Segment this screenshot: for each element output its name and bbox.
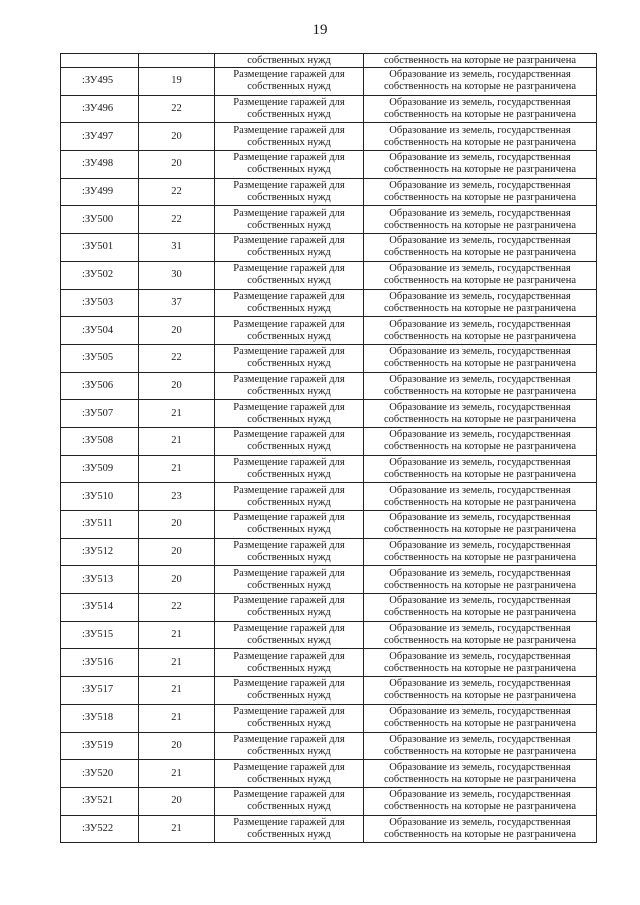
cell-id: :ЗУ499 — [61, 178, 139, 206]
cell-use-line: Размещение гаражей для — [233, 595, 345, 607]
cell-source-line: собственность на которые не разграничена — [384, 496, 576, 508]
cell-use-line: Размещение гаражей для — [233, 484, 345, 496]
table-row — [61, 178, 597, 206]
cell-use — [215, 317, 364, 345]
cell-source-line: Образование из земель, государственная — [389, 180, 571, 192]
cell-source-line: собственность на которые не разграничена — [384, 468, 576, 480]
cell-source-line: Образование из земель, государственная — [389, 623, 571, 635]
cell-source-line: Образование из земель, государственная — [389, 706, 571, 718]
cell-source-line: Образование из земель, государственная — [389, 207, 571, 219]
cell-source — [364, 677, 597, 705]
cell-source-line: Образование из земель, государственная — [389, 152, 571, 164]
cell-id: :ЗУ504 — [61, 317, 139, 345]
table-row — [61, 704, 597, 732]
cell-use-line: собственных нужд — [247, 468, 331, 480]
cell-id: :ЗУ497 — [61, 123, 139, 151]
cell-source — [364, 455, 597, 483]
cell-id: :ЗУ522 — [61, 815, 139, 843]
table-row — [61, 123, 597, 151]
cell-area: 21 — [139, 704, 215, 732]
cell-source-line: собственность на которые не разграничена — [384, 385, 576, 397]
cell-source-line: собственность на которые не разграничена — [384, 690, 576, 702]
cell-source-line: Образование из земель, государственная — [389, 69, 571, 81]
cell-source-line: Образование из земель, государственная — [389, 456, 571, 468]
cell-id: :ЗУ512 — [61, 538, 139, 566]
cell-source-line: Образование из земель, государственная — [389, 235, 571, 247]
cell-source-line: собственность на которые не разграничена — [384, 524, 576, 536]
table-row — [61, 68, 597, 96]
cell-area: 20 — [139, 787, 215, 815]
cell-use-line: Размещение гаражей для — [233, 318, 345, 330]
cell-area: 21 — [139, 427, 215, 455]
cell-area: 20 — [139, 538, 215, 566]
cell-use-line: Размещение гаражей для — [233, 97, 345, 109]
cell-area: 23 — [139, 483, 215, 511]
cell-id: :ЗУ507 — [61, 400, 139, 428]
cell-use — [215, 787, 364, 815]
cell-source — [364, 151, 597, 179]
cell-source-line: собственность на которые не разграничена — [384, 413, 576, 425]
cell-use — [215, 151, 364, 179]
cell-source-line: Образование из земель, государственная — [389, 124, 571, 136]
cell-use — [215, 400, 364, 428]
cell-area: 21 — [139, 815, 215, 843]
cell-use-line: собственных нужд — [247, 607, 331, 619]
cell-source-line: Образование из земель, государственная — [389, 789, 571, 801]
table-row — [61, 261, 597, 289]
cell-source — [364, 566, 597, 594]
cell-use-line: собственных нужд — [247, 801, 331, 813]
cell-use-line: собственных нужд — [247, 302, 331, 314]
cell-source-line: собственность на которые не разграничена — [384, 828, 576, 840]
cell-use-line: Размещение гаражей для — [233, 152, 345, 164]
table-row — [61, 649, 597, 677]
table-row — [61, 621, 597, 649]
cell-source-line: собственность на которые не разграничена — [384, 136, 576, 148]
cell-use-line: Размещение гаражей для — [233, 263, 345, 275]
cell-source — [364, 372, 597, 400]
cell-source — [364, 538, 597, 566]
cell-source-line: собственность на которые не разграничена — [384, 662, 576, 674]
cell-use — [215, 511, 364, 539]
cell-area: 21 — [139, 649, 215, 677]
cell-source-line: Образование из земель, государственная — [389, 678, 571, 690]
cell-use-line: собственных нужд — [247, 136, 331, 148]
table-row — [61, 455, 597, 483]
cell-area: 22 — [139, 206, 215, 234]
cell-source-line: собственность на которые не разграничена — [384, 302, 576, 314]
cell-use — [215, 815, 364, 843]
table-row — [61, 427, 597, 455]
cell-use — [215, 206, 364, 234]
cell-source-line: Образование из земель, государственная — [389, 761, 571, 773]
cell-area: 31 — [139, 234, 215, 262]
cell-source-line: Образование из земель, государственная — [389, 733, 571, 745]
cell-source — [364, 400, 597, 428]
cell-source — [364, 178, 597, 206]
cell-use-line: собственных нужд — [247, 828, 331, 840]
cell-use: собственных нужд — [215, 54, 364, 68]
cell-area: 20 — [139, 732, 215, 760]
cell-use — [215, 234, 364, 262]
table-row — [61, 566, 597, 594]
cell-use — [215, 289, 364, 317]
cell-source — [364, 68, 597, 96]
cell-use — [215, 261, 364, 289]
cell-source-line: Образование из земель, государственная — [389, 346, 571, 358]
table-row — [61, 483, 597, 511]
cell-id: :ЗУ495 — [61, 68, 139, 96]
cell-source-line: собственность на которые не разграничена — [384, 635, 576, 647]
cell-source — [364, 704, 597, 732]
cell-id: :ЗУ520 — [61, 760, 139, 788]
cell-source — [364, 511, 597, 539]
cell-source-line: собственность на которые не разграничена — [384, 109, 576, 121]
cell-use-line: собственных нужд — [247, 81, 331, 93]
cell-id: :ЗУ515 — [61, 621, 139, 649]
cell-area: 20 — [139, 123, 215, 151]
cell-use — [215, 483, 364, 511]
table-row — [61, 151, 597, 179]
cell-source — [364, 206, 597, 234]
cell-use-line: собственных нужд — [247, 773, 331, 785]
cell-area: 21 — [139, 400, 215, 428]
cell-id: :ЗУ517 — [61, 677, 139, 705]
cell-source-line: Образование из земель, государственная — [389, 401, 571, 413]
table-row — [61, 538, 597, 566]
cell-source — [364, 95, 597, 123]
cell-use-line: собственных нужд — [247, 247, 331, 259]
cell-id: :ЗУ511 — [61, 511, 139, 539]
cell-id: :ЗУ500 — [61, 206, 139, 234]
cell-source-line: собственность на которые не разграничена — [384, 219, 576, 231]
cell-area: 20 — [139, 511, 215, 539]
cell-source-line: Образование из земель, государственная — [389, 373, 571, 385]
cell-use — [215, 760, 364, 788]
cell-use-line: собственных нужд — [247, 385, 331, 397]
cell-area: 20 — [139, 566, 215, 594]
cell-source-line: собственность на которые не разграничена — [384, 607, 576, 619]
cell-use — [215, 538, 364, 566]
cell-use — [215, 732, 364, 760]
cell-use — [215, 178, 364, 206]
table-row — [61, 95, 597, 123]
cell-use-line: Размещение гаражей для — [233, 761, 345, 773]
cell-use-line: Размещение гаражей для — [233, 180, 345, 192]
cell-source-line: собственность на которые не разграничена — [384, 745, 576, 757]
cell-id: :ЗУ519 — [61, 732, 139, 760]
table-row — [61, 344, 597, 372]
cell-source-line: Образование из земель, государственная — [389, 429, 571, 441]
cell-use-line: Размещение гаражей для — [233, 235, 345, 247]
cell-source-line: Образование из земель, государственная — [389, 263, 571, 275]
cell-use-line: Размещение гаражей для — [233, 650, 345, 662]
cell-use-line: Размещение гаражей для — [233, 733, 345, 745]
cell-source-line: Образование из земель, государственная — [389, 318, 571, 330]
page-number: 19 — [312, 22, 328, 38]
cell-use — [215, 68, 364, 96]
cell-use-line: собственных нужд — [247, 275, 331, 287]
cell-source-line: собственность на которые не разграничена — [384, 164, 576, 176]
cell-use — [215, 621, 364, 649]
cell-source — [364, 621, 597, 649]
cell-source-line: Образование из земель, государственная — [389, 484, 571, 496]
cell-source-line: Образование из земель, государственная — [389, 512, 571, 524]
cell-source-line: собственность на которые не разграничена — [384, 192, 576, 204]
cell-area: 22 — [139, 95, 215, 123]
cell-use-line: собственных нужд — [247, 690, 331, 702]
cell-source — [364, 649, 597, 677]
cell-use-line: Размещение гаражей для — [233, 816, 345, 828]
cell-use — [215, 95, 364, 123]
cell-source — [364, 787, 597, 815]
table-row — [61, 594, 597, 622]
cell-use-line: собственных нужд — [247, 109, 331, 121]
cell-source-line: собственность на которые не разграничена — [384, 81, 576, 93]
cell-source-line: собственность на которые не разграничена — [384, 579, 576, 591]
cell-id: :ЗУ496 — [61, 95, 139, 123]
cell-use-line: собственных нужд — [247, 496, 331, 508]
cell-area: 21 — [139, 621, 215, 649]
table-row — [61, 677, 597, 705]
cell-area: 20 — [139, 151, 215, 179]
cell-use-line: Размещение гаражей для — [233, 456, 345, 468]
cell-use-line: собственных нужд — [247, 552, 331, 564]
cell-use-line: собственных нужд — [247, 413, 331, 425]
cell-source-line: Образование из земель, государственная — [389, 540, 571, 552]
table-row — [61, 289, 597, 317]
cell-id: :ЗУ506 — [61, 372, 139, 400]
cell-id: :ЗУ518 — [61, 704, 139, 732]
cell-id: :ЗУ501 — [61, 234, 139, 262]
cell-use — [215, 123, 364, 151]
cell-source-line: собственность на которые не разграничена — [384, 330, 576, 342]
table-row — [61, 815, 597, 843]
cell-source — [364, 123, 597, 151]
cell-source — [364, 427, 597, 455]
cell-use-line: Размещение гаражей для — [233, 373, 345, 385]
cell-use-line: Размещение гаражей для — [233, 401, 345, 413]
cell-source — [364, 732, 597, 760]
table-row-continued — [61, 54, 597, 68]
cell-source — [364, 289, 597, 317]
cell-source — [364, 317, 597, 345]
cell-id: :ЗУ513 — [61, 566, 139, 594]
cell-id — [61, 54, 139, 68]
cell-source-line: Образование из земель, государственная — [389, 816, 571, 828]
cell-source-line: собственность на которые не разграничена — [384, 441, 576, 453]
cell-use-line: Размещение гаражей для — [233, 623, 345, 635]
cell-use-line: Размещение гаражей для — [233, 706, 345, 718]
cell-use-line: собственных нужд — [247, 330, 331, 342]
cell-use-line: Размещение гаражей для — [233, 567, 345, 579]
cell-id: :ЗУ498 — [61, 151, 139, 179]
cell-source-line: собственность на которые не разграничена — [384, 552, 576, 564]
table-row — [61, 400, 597, 428]
cell-source-line: собственность на которые не разграничена — [384, 358, 576, 370]
cell-source-line: Образование из земель, государственная — [389, 567, 571, 579]
cell-source-line: собственность на которые не разграничена — [384, 773, 576, 785]
cell-use-line: Размещение гаражей для — [233, 346, 345, 358]
cell-area: 19 — [139, 68, 215, 96]
cell-id: :ЗУ505 — [61, 344, 139, 372]
cell-source — [364, 760, 597, 788]
cell-source — [364, 234, 597, 262]
cell-area: 21 — [139, 760, 215, 788]
cell-area: 22 — [139, 594, 215, 622]
cell-use-line: собственных нужд — [247, 745, 331, 757]
cell-use-line: Размещение гаражей для — [233, 512, 345, 524]
cell-use — [215, 427, 364, 455]
cell-use-line: собственных нужд — [247, 358, 331, 370]
cell-id: :ЗУ516 — [61, 649, 139, 677]
cell-source — [364, 815, 597, 843]
cell-source — [364, 483, 597, 511]
cell-area: 22 — [139, 344, 215, 372]
table-row — [61, 206, 597, 234]
cell-use-line: Размещение гаражей для — [233, 429, 345, 441]
cell-id: :ЗУ509 — [61, 455, 139, 483]
cell-source-line: собственность на которые не разграничена — [384, 275, 576, 287]
cell-source: собственность на которые не разграничена — [364, 54, 597, 68]
cell-area: 37 — [139, 289, 215, 317]
cell-use-line: собственных нужд — [247, 718, 331, 730]
cell-source — [364, 594, 597, 622]
cell-use-line: собственных нужд — [247, 524, 331, 536]
cell-id: :ЗУ514 — [61, 594, 139, 622]
cell-use — [215, 344, 364, 372]
cell-use — [215, 455, 364, 483]
cell-use-line: собственных нужд — [247, 441, 331, 453]
cell-source-line: собственность на которые не разграничена — [384, 718, 576, 730]
cell-source-line: Образование из земель, государственная — [389, 650, 571, 662]
cell-area: 30 — [139, 261, 215, 289]
land-plots-table — [60, 53, 597, 843]
cell-source — [364, 344, 597, 372]
cell-id: :ЗУ502 — [61, 261, 139, 289]
cell-source-line: Образование из земель, государственная — [389, 595, 571, 607]
cell-use-line: Размещение гаражей для — [233, 207, 345, 219]
cell-use-line: Размещение гаражей для — [233, 789, 345, 801]
cell-use — [215, 649, 364, 677]
cell-id: :ЗУ508 — [61, 427, 139, 455]
cell-use — [215, 566, 364, 594]
cell-source-line: Образование из земель, государственная — [389, 290, 571, 302]
cell-use-line: собственных нужд — [247, 219, 331, 231]
cell-use — [215, 704, 364, 732]
cell-id: :ЗУ510 — [61, 483, 139, 511]
cell-use-line: собственных нужд — [247, 635, 331, 647]
cell-source-line: Образование из земель, государственная — [389, 97, 571, 109]
cell-use — [215, 594, 364, 622]
cell-area: 20 — [139, 317, 215, 345]
table-row — [61, 317, 597, 345]
cell-use-line: собственных нужд — [247, 662, 331, 674]
cell-area: 22 — [139, 178, 215, 206]
cell-use-line: собственных нужд — [247, 579, 331, 591]
cell-use — [215, 677, 364, 705]
table-row — [61, 234, 597, 262]
cell-area: 21 — [139, 455, 215, 483]
table-row — [61, 732, 597, 760]
cell-area — [139, 54, 215, 68]
table-row — [61, 760, 597, 788]
cell-use-line: Размещение гаражей для — [233, 124, 345, 136]
cell-use-line: Размещение гаражей для — [233, 678, 345, 690]
cell-id: :ЗУ503 — [61, 289, 139, 317]
cell-use-line: Размещение гаражей для — [233, 69, 345, 81]
cell-area: 20 — [139, 372, 215, 400]
cell-use-line: Размещение гаражей для — [233, 540, 345, 552]
cell-use — [215, 372, 364, 400]
cell-source-line: собственность на которые не разграничена — [384, 801, 576, 813]
cell-source-line: собственность на которые не разграничена — [384, 247, 576, 259]
cell-id: :ЗУ521 — [61, 787, 139, 815]
table-row — [61, 787, 597, 815]
cell-use-line: собственных нужд — [247, 192, 331, 204]
cell-use-line: Размещение гаражей для — [233, 290, 345, 302]
cell-source — [364, 261, 597, 289]
cell-use-line: собственных нужд — [247, 164, 331, 176]
table-row — [61, 511, 597, 539]
table-row — [61, 372, 597, 400]
cell-area: 21 — [139, 677, 215, 705]
